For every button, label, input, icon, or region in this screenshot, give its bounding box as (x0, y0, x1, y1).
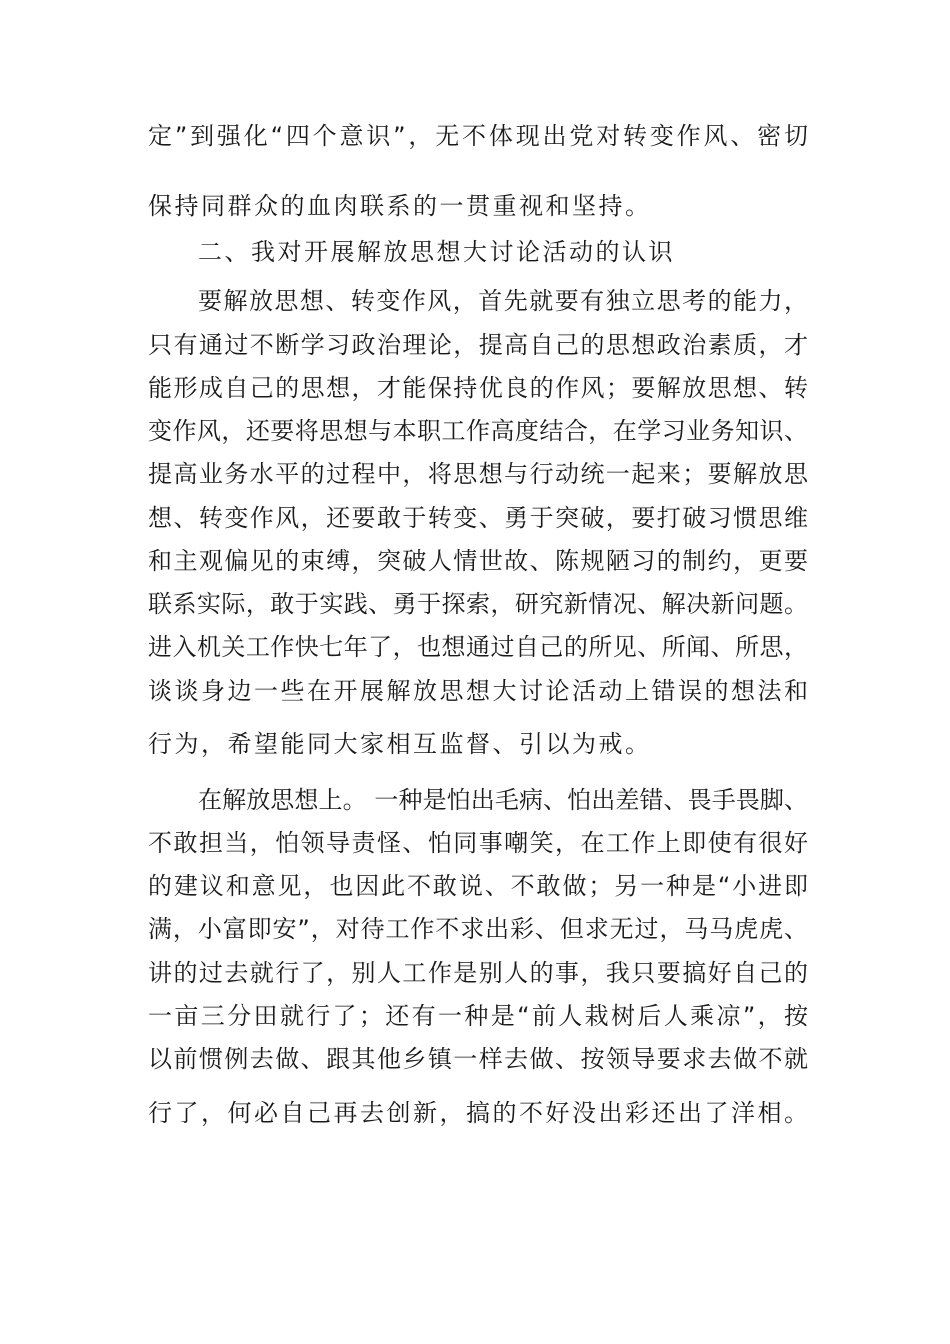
text-line: 联系实际，敢于实践、勇于探索，研究新情况、解决新问题。 (148, 590, 808, 618)
text-line: 进入机关工作快七年了，也想通过自己的所见、所闻、所思， (148, 633, 808, 661)
text-line: 一亩三分田就行了；还有一种是“前人栽树后人乘凉”，按 (148, 1002, 808, 1030)
text-line: 讲的过去就行了，别人工作是别人的事，我只要搞好自己的 (148, 959, 808, 987)
text-line: 以前惯例去做、跟其他乡镇一样去做、按领导要求去做不就 (148, 1045, 808, 1073)
text-line: 要解放思想、转变作风，首先就要有独立思考的能力， (198, 287, 808, 315)
text-line: 谈谈身边一些在开展解放思想大讨论活动上错误的想法和 (148, 677, 808, 705)
section-heading: 二、我对开展解放思想大讨论活动的认识 (198, 238, 675, 266)
text-line: 不敢担当，怕领导责怪、怕同事嘲笑，在工作上即使有很好 (148, 829, 808, 857)
text-line: 只有通过不断学习政治理论，提高自己的思想政治素质，才 (148, 331, 808, 359)
text-line: 提高业务水平的过程中，将思想与行动统一起来；要解放思 (148, 460, 808, 488)
text-line: 的建议和意见，也因此不敢说、不敢做；另一种是“小进即 (148, 872, 808, 900)
text-line: 行了，何必自己再去创新，搞的不好没出彩还出了洋相。 (148, 1099, 811, 1127)
text-line: 想、转变作风，还要敢于转变、勇于突破，要打破习惯思维 (148, 504, 808, 532)
text-line: 满，小富即安”，对待工作不求出彩、但求无过，马马虎虎、 (148, 915, 808, 943)
text-line: 能形成自己的思想，才能保持优良的作风；要解放思想、转 (148, 374, 808, 402)
text-line: 保持同群众的血肉联系的一贯重视和坚持。 (148, 192, 652, 220)
text-line: 变作风，还要将思想与本职工作高度结合，在学习业务知识、 (148, 417, 808, 445)
text-line: 在解放思想上。 一种是怕出毛病、怕出差错、畏手畏脚、 (198, 786, 808, 814)
text-line: 行为，希望能同大家相互监督、引以为戒。 (148, 730, 652, 758)
text-line: 和主观偏见的束缚，突破人情世故、陈规陋习的制约，更要 (148, 547, 808, 575)
text-line: 定”到强化“四个意识”，无不体现出党对转变作风、密切 (148, 122, 808, 150)
